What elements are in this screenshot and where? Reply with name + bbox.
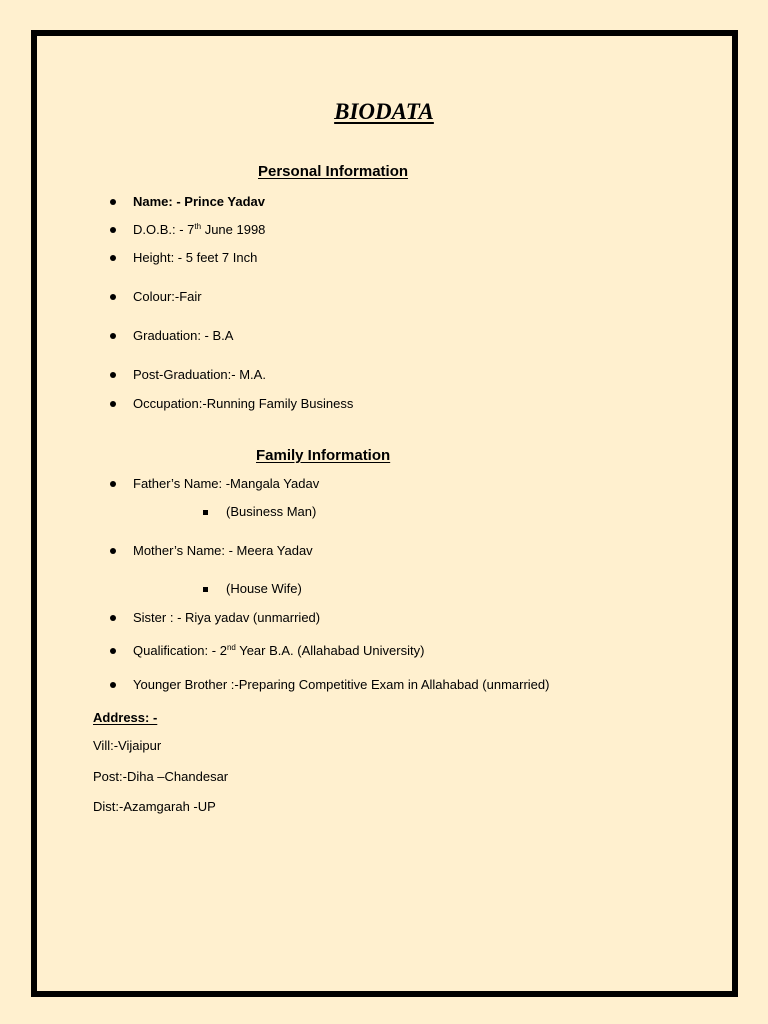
height-line: Height: - 5 feet 7 Inch [133,250,258,265]
bullet-brother [110,682,116,688]
bullet-name [110,199,116,205]
address-post: Post:-Diha –Chandesar [93,769,229,784]
family-information-heading: Family Information [256,447,391,464]
personal-information-heading: Personal Information [258,163,409,180]
qualification-prefix: Qualification: - 2 [133,643,227,658]
bullet-graduation [110,333,116,339]
square-bullet-mother-note [203,587,208,592]
qualification-line [133,643,424,659]
post-graduation-line: Post-Graduation:- M.A. [133,367,266,382]
bullet-post-graduation [110,372,116,378]
colour-line: Colour:-Fair [133,289,202,304]
mother-line: Mother’s Name: - Meera Yadav [133,543,313,558]
document-title: BIODATA [334,99,434,124]
dob-ordinal: th [194,222,202,231]
bullet-sister [110,615,116,621]
name-line: Name: - Prince Yadav [133,194,265,209]
address-village: Vill:-Vijaipur [93,738,162,753]
father-occupation-note: (Business Man) [226,504,317,519]
qualification-ordinal: nd [226,643,236,652]
address-district: Dist:-Azamgarah -UP [93,799,216,814]
address-label: Address: - [93,710,158,725]
bullet-dob [110,227,116,233]
bullet-qualification [110,648,116,654]
bullet-mother [110,548,116,554]
square-bullet-father-note [203,510,208,515]
qualification-suffix: Year B.A. (Allahabad University) [235,643,425,658]
dob-line [133,222,265,238]
dob-prefix: D.O.B.: - 7 [133,222,195,237]
bullet-height [110,255,116,261]
bullet-occupation [110,401,116,407]
bullet-colour [110,294,116,300]
father-line: Father’s Name: -Mangala Yadav [133,476,320,491]
brother-line: Younger Brother :-Preparing Competitive Exam in Allahabad (unmarried) [133,677,550,692]
dob-suffix: June 1998 [201,222,266,237]
bullet-father [110,481,116,487]
graduation-line: Graduation: - B.A [133,328,234,343]
mother-occupation-note: (House Wife) [226,581,302,596]
occupation-line: Occupation:-Running Family Business [133,396,354,411]
sister-line: Sister : - Riya yadav (unmarried) [133,610,321,625]
